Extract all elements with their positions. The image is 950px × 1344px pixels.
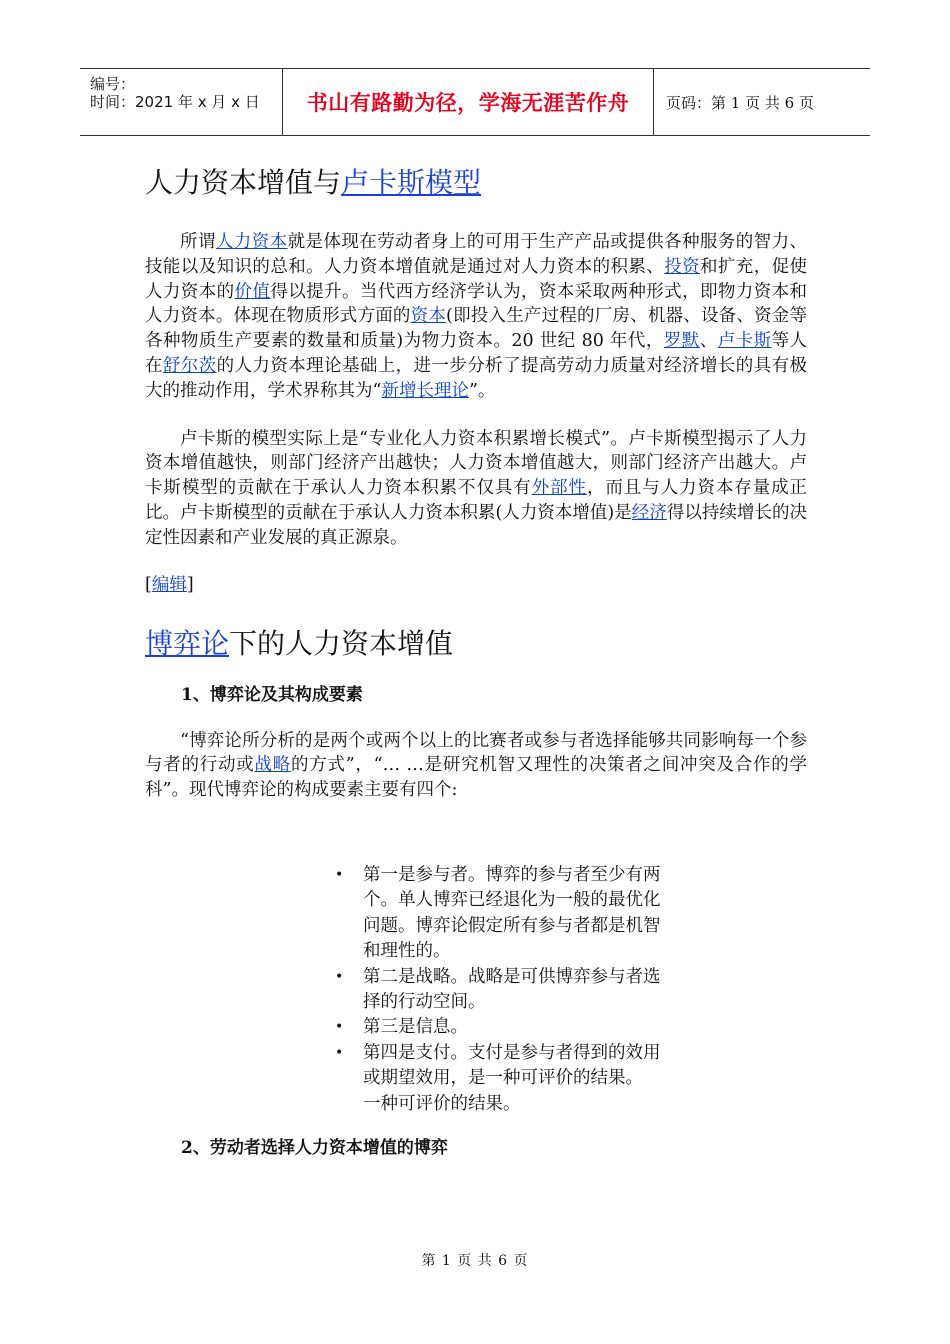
inline-link[interactable]: 资本 xyxy=(410,306,447,327)
page-footer: 第 1 页 共 6 页 xyxy=(421,1253,529,1269)
text-run: 卢卡斯的模型实际上是“专业化人力资本积累增长模式”。卢卡斯模型揭示了人力资本增值越快，则部门经济产出越快；人力资本增值越大，则部门经济产出越大。卢卡斯模型的贡献在于承认人力资本积累不仅具有 xyxy=(145,428,807,499)
section2-title-link[interactable]: 博弈论 xyxy=(145,626,230,660)
bullet-icon: • xyxy=(335,867,344,883)
edit-link-row xyxy=(145,573,807,597)
inline-link[interactable]: 罗默 xyxy=(663,331,700,352)
text-run: ”。 xyxy=(468,380,496,401)
inline-link[interactable]: 外部性 xyxy=(531,478,587,499)
list-item xyxy=(335,1015,665,1040)
number-label: 编号： xyxy=(90,75,136,93)
section2-paragraph xyxy=(145,729,807,803)
text-run: 等人在 xyxy=(145,331,808,376)
inline-link[interactable]: 投资 xyxy=(664,256,700,277)
text-run: “博弈论所分析的是两个或两个以上的比赛者或参与者选择能够共同影响每一个参与者的行动或 xyxy=(145,730,807,776)
text-run: ，而且与人力资本存量成正比。卢卡斯模型的贡献在于承认人力资本积累(人力资本增值)是 xyxy=(145,478,808,523)
edit-bracket-open: [ xyxy=(145,574,152,595)
bullet-icon: • xyxy=(335,1019,344,1036)
document-body xyxy=(145,163,807,803)
section1-paragraph-1 xyxy=(145,230,807,404)
edit-bracket-close: ] xyxy=(186,574,194,595)
section1-title xyxy=(145,163,807,203)
list-item-text: 第一是参与者。博弈的参与者至少有两个。单人博弈已经退化为一般的最优化问题。博弈论假定所有参与者都是机智和理性的。 xyxy=(363,865,661,962)
text-run: (即投入生产过程的厂房、机器、设备、资金等各种物质生产要素的数量和质量)为物力资本。20 世纪 80 年代， xyxy=(145,306,808,352)
text-run: 得以提升。当代西方经济学认为，资本采取两种形式，即物力资本和人力资本。体现在物质形式方面的 xyxy=(145,281,808,327)
inline-link[interactable]: 新增长理论 xyxy=(381,380,469,401)
section1-title-link[interactable]: 卢卡斯模型 xyxy=(341,166,482,199)
header-motto: 书山有路勤为径，学海无涯苦作舟 xyxy=(282,69,654,135)
section1-paragraph-2 xyxy=(145,427,807,551)
text-run: 、 xyxy=(699,331,718,352)
inline-link[interactable]: 人力资本 xyxy=(215,232,288,252)
list-item-text: 第四是支付。支付是参与者得到的效用或期望效用，是一种可评价的结果。 一种可评价的结果。 xyxy=(363,1042,661,1114)
inline-link[interactable]: 舒尔茨 xyxy=(162,355,217,376)
header-left-cell xyxy=(80,69,282,135)
list-item xyxy=(335,965,665,1016)
header-page-info: 页码：第 1 页 共 6 页 xyxy=(666,93,814,112)
section2-title-text: 下的人力资本增值 xyxy=(229,626,454,660)
inline-link[interactable]: 战略 xyxy=(254,755,291,776)
list-item-text: 第三是信息。 xyxy=(363,1017,468,1038)
elements-list xyxy=(335,863,665,1117)
inline-link[interactable]: 价值 xyxy=(234,281,271,302)
section1-title-text: 人力资本增值与 xyxy=(145,166,342,199)
time-label: 时间：2021 年 x 月 x 日 xyxy=(90,93,260,111)
section2-title xyxy=(145,624,807,664)
edit-link[interactable]: 编辑 xyxy=(151,574,187,595)
list-item xyxy=(335,1041,665,1117)
page-header xyxy=(80,68,870,136)
text-run: 所谓 xyxy=(180,232,216,252)
text-run: 就是体现在劳动者身上的可用于生产产品或提供各种服务的智力、技能以及知识的总和。人力资本增值就是通过对人力资本的积累、 xyxy=(145,232,808,277)
subheading-1: 1、博弈论及其构成要素 xyxy=(181,684,363,705)
text-run: 和扩充，促使人力资本的 xyxy=(145,256,808,302)
text-run: 的人力资本理论基础上，进一步分析了提高劳动力质量对经济增长的具有极大的推动作用，学术界称其为“ xyxy=(145,355,808,401)
bullet-icon: • xyxy=(335,1044,344,1061)
bullet-icon: • xyxy=(335,968,344,985)
inline-link[interactable]: 卢卡斯 xyxy=(717,331,772,352)
list-item-text: 第二是战略。战略是可供博弈参与者选择的行动空间。 xyxy=(363,966,661,1013)
text-run: 得以持续增长的决定性因素和产业发展的真正源泉。 xyxy=(145,502,807,548)
subheading-2: 2、劳动者选择人力资本增值的博弈 xyxy=(181,1138,448,1158)
list-item xyxy=(335,863,665,965)
inline-link[interactable]: 经济 xyxy=(631,502,667,523)
text-run: 的方式”，“… …是研究机智又理性的决策者之间冲突及合作的学科”。现代博弈论的构成要素主要有四个: xyxy=(145,755,808,801)
